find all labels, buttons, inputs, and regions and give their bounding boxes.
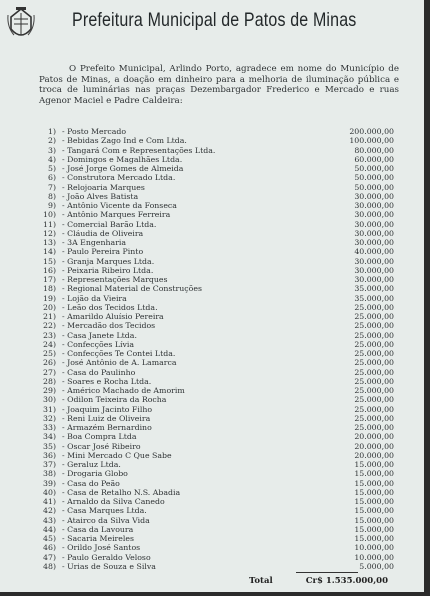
donor-number: 4) bbox=[47, 154, 56, 164]
donor-amount: 15.000,00 bbox=[354, 497, 394, 506]
donor-amount: 100.000,00 bbox=[349, 136, 394, 146]
donor-amount: 25.000,00 bbox=[354, 395, 394, 405]
donor-number: 39) bbox=[43, 478, 56, 488]
total-label: Total bbox=[249, 576, 273, 586]
donor-number: 22) bbox=[43, 321, 56, 331]
donor-amount: 25.000,00 bbox=[354, 367, 394, 377]
donor-number: 17) bbox=[43, 275, 56, 284]
donor-name: - Oscar José Ribeiro bbox=[62, 441, 141, 451]
donor-amount: 20.000,00 bbox=[354, 450, 394, 460]
list-item bbox=[38, 405, 394, 414]
donor-name: - José Antônio de A. Lamarca bbox=[62, 358, 177, 368]
list-item bbox=[38, 469, 394, 478]
donor-number: 31) bbox=[43, 404, 56, 414]
list-item bbox=[38, 414, 394, 423]
donor-name: - Granja Marques Ltda. bbox=[62, 256, 155, 266]
donor-amount: 35.000,00 bbox=[354, 284, 394, 294]
donor-name: - Confecções Te Contei Ltda. bbox=[62, 349, 176, 358]
list-item bbox=[38, 358, 394, 367]
donor-number: 36) bbox=[43, 450, 56, 460]
donor-name: - Antônio Marques Ferreira bbox=[62, 210, 171, 220]
list-item bbox=[38, 201, 394, 210]
donor-name: - Cláudia de Oliveira bbox=[62, 228, 144, 238]
donor-number: 3) bbox=[47, 145, 56, 155]
donor-number: 21) bbox=[43, 312, 56, 321]
donor-name: - Atairco da Silva Vida bbox=[62, 515, 150, 525]
page-title: Prefeitura Municipal de Patos de Minas bbox=[72, 9, 357, 31]
donor-name: - João Alves Batista bbox=[62, 191, 139, 201]
donor-name: - Casa do Paulinho bbox=[62, 367, 136, 377]
donor-name: - Drogaria Globo bbox=[62, 469, 128, 479]
donor-amount: 25.000,00 bbox=[354, 404, 394, 414]
donor-number: 30) bbox=[43, 395, 56, 405]
donor-name: - Reni Luiz de Oliveira bbox=[62, 413, 151, 423]
donor-number: 41) bbox=[43, 497, 56, 506]
donor-number: 42) bbox=[43, 506, 56, 516]
donor-name: - Mini Mercado C Que Sabe bbox=[62, 450, 172, 460]
donor-number: 10) bbox=[43, 210, 56, 220]
donor-number: 46) bbox=[43, 543, 56, 553]
donor-amount: 15.000,00 bbox=[354, 506, 394, 516]
donor-name: - Armazém Bernardino bbox=[62, 423, 152, 432]
donor-name: - Domingos e Magalhães Ltda. bbox=[62, 154, 183, 164]
donor-amount: 15.000,00 bbox=[354, 515, 394, 525]
donor-amount: 5.000,00 bbox=[359, 561, 394, 571]
list-item bbox=[38, 525, 394, 534]
donor-amount: 200.000,00 bbox=[349, 127, 394, 136]
donor-amount: 25.000,00 bbox=[354, 376, 394, 386]
donor-amount: 50.000,00 bbox=[354, 182, 394, 192]
list-item bbox=[38, 479, 394, 488]
list-item bbox=[38, 275, 394, 284]
intro-text: O Prefeito Municipal, Arlindo Porto, agradece em nome do Município de Patos de Minas, a doação em dinheiro para a melhoria de iluminação pública e troca de luminárias nas praças Dezembargador Frederico e Mercado e ruas Agenor Maciel e Padre Caldeira: bbox=[39, 64, 399, 106]
donor-name: - Antônio Vicente da Fonseca bbox=[62, 201, 177, 210]
donor-number: 15) bbox=[43, 256, 56, 266]
donor-number: 28) bbox=[43, 376, 56, 386]
donor-number: 5) bbox=[47, 164, 56, 173]
donor-amount: 30.000,00 bbox=[354, 275, 394, 284]
list-item bbox=[38, 321, 394, 330]
total-amount: Cr$ 1.535.000,00 bbox=[305, 576, 388, 586]
donor-number: 14) bbox=[43, 247, 56, 257]
list-item bbox=[38, 247, 394, 256]
donor-amount: 25.000,00 bbox=[354, 358, 394, 368]
list-item bbox=[38, 432, 394, 441]
donor-name: - Amarildo Aluísio Pereira bbox=[62, 312, 164, 321]
donor-name: - Confecções Lívia bbox=[62, 339, 135, 349]
donor-name: - José Jorge Gomes de Almeida bbox=[62, 164, 184, 173]
list-item bbox=[38, 488, 394, 497]
donor-amount: 80.000,00 bbox=[354, 145, 394, 155]
donor-name: - Sacaria Meireles bbox=[62, 534, 135, 543]
donor-number: 2) bbox=[47, 136, 56, 146]
donor-name: - Boa Compra Ltda bbox=[62, 432, 137, 442]
donor-name: - Bebidas Zago Ind e Com Ltda. bbox=[62, 136, 187, 146]
donor-amount: 20.000,00 bbox=[354, 441, 394, 451]
donor-number: 18) bbox=[43, 284, 56, 294]
donor-number: 23) bbox=[43, 330, 56, 340]
donor-number: 32) bbox=[43, 413, 56, 423]
donor-amount: 50.000,00 bbox=[354, 164, 394, 173]
donor-name: - Arnaldo da Silva Canedo bbox=[62, 497, 165, 506]
list-item bbox=[38, 164, 394, 173]
list-item bbox=[38, 136, 394, 145]
list-item bbox=[38, 257, 394, 266]
list-item bbox=[38, 173, 394, 182]
donor-number: 9) bbox=[47, 201, 56, 210]
donor-name: - Posto Mercado bbox=[62, 127, 127, 136]
donor-number: 26) bbox=[43, 358, 56, 368]
donor-name: - Paulo Geraldo Veloso bbox=[62, 552, 151, 562]
list-item bbox=[38, 331, 394, 340]
list-item bbox=[38, 183, 394, 192]
list-item bbox=[38, 146, 394, 155]
donor-number: 40) bbox=[43, 487, 56, 497]
donor-name: - Lojão da Vieira bbox=[62, 293, 127, 303]
donor-number: 35) bbox=[43, 441, 56, 451]
donor-name: - Urias de Souza e Silva bbox=[62, 561, 156, 571]
donor-number: 20) bbox=[43, 302, 56, 312]
list-item bbox=[38, 220, 394, 229]
list-item bbox=[38, 553, 394, 562]
list-item bbox=[38, 534, 394, 543]
list-item bbox=[38, 368, 394, 377]
donor-name: - Regional Material de Construções bbox=[62, 284, 202, 294]
donor-number: 37) bbox=[43, 460, 56, 469]
donor-amount: 30.000,00 bbox=[354, 191, 394, 201]
donor-number: 1) bbox=[47, 127, 56, 136]
donor-number: 6) bbox=[47, 173, 56, 183]
donor-number: 45) bbox=[43, 534, 56, 543]
donor-amount: 10.000,00 bbox=[354, 543, 394, 553]
donor-list bbox=[38, 127, 394, 571]
donor-amount: 30.000,00 bbox=[354, 219, 394, 229]
donor-amount: 30.000,00 bbox=[354, 238, 394, 247]
donor-amount: 25.000,00 bbox=[354, 413, 394, 423]
donor-number: 24) bbox=[43, 339, 56, 349]
donor-name: - Mercadão dos Tecidos bbox=[62, 321, 156, 331]
donor-name: - Comercial Barão Ltda. bbox=[62, 219, 157, 229]
donor-amount: 10.000,00 bbox=[354, 552, 394, 562]
donor-name: - Casa da Lavoura bbox=[62, 524, 134, 534]
donor-amount: 25.000,00 bbox=[354, 330, 394, 340]
donor-name: - Leão dos Tecidos Ltda. bbox=[62, 302, 158, 312]
list-item bbox=[38, 303, 394, 312]
donor-number: 8) bbox=[47, 191, 56, 201]
donor-amount: 25.000,00 bbox=[354, 423, 394, 432]
list-item bbox=[38, 423, 394, 432]
donor-name: - Paulo Pereira Pinto bbox=[62, 247, 144, 257]
municipal-crest-icon bbox=[6, 5, 36, 43]
donor-name: - Casa de Retalho N.S. Abadia bbox=[62, 487, 181, 497]
donor-number: 16) bbox=[43, 265, 56, 275]
donor-number: 25) bbox=[43, 349, 56, 358]
donor-number: 27) bbox=[43, 367, 56, 377]
list-item bbox=[38, 284, 394, 293]
donor-name: - Geraluz Ltda. bbox=[62, 460, 121, 469]
donor-amount: 15.000,00 bbox=[354, 478, 394, 488]
donor-number: 12) bbox=[43, 228, 56, 238]
donor-amount: 25.000,00 bbox=[354, 302, 394, 312]
list-item bbox=[38, 340, 394, 349]
donor-name: - Construtora Mercado Ltda. bbox=[62, 173, 176, 183]
list-item bbox=[38, 497, 394, 506]
donor-amount: 15.000,00 bbox=[354, 460, 394, 469]
list-item bbox=[38, 266, 394, 275]
donor-name: - Casa do Peão bbox=[62, 478, 120, 488]
donor-number: 33) bbox=[43, 423, 56, 432]
donor-name: - Américo Machado de Amorim bbox=[62, 386, 185, 395]
donor-name: - Casa Marques Ltda. bbox=[62, 506, 147, 516]
donor-number: 19) bbox=[43, 293, 56, 303]
donor-amount: 30.000,00 bbox=[354, 201, 394, 210]
donor-amount: 30.000,00 bbox=[354, 228, 394, 238]
donor-name: - Soares e Rocha Ltda. bbox=[62, 376, 152, 386]
donor-number: 47) bbox=[43, 552, 56, 562]
list-item bbox=[38, 395, 394, 404]
list-item bbox=[38, 210, 394, 219]
list-item bbox=[38, 562, 394, 571]
donor-name: - Peixaria Ribeiro Ltda. bbox=[62, 265, 154, 275]
donor-amount: 15.000,00 bbox=[354, 487, 394, 497]
donor-name: - 3A Engenharia bbox=[62, 238, 127, 247]
list-item bbox=[38, 294, 394, 303]
donor-amount: 25.000,00 bbox=[354, 386, 394, 395]
donor-amount: 30.000,00 bbox=[354, 256, 394, 266]
list-item bbox=[38, 192, 394, 201]
donor-amount: 15.000,00 bbox=[354, 469, 394, 479]
list-item bbox=[38, 238, 394, 247]
donor-amount: 40.000,00 bbox=[354, 247, 394, 257]
donor-amount: 25.000,00 bbox=[354, 312, 394, 321]
list-item bbox=[38, 451, 394, 460]
donor-amount: 20.000,00 bbox=[354, 432, 394, 442]
list-item bbox=[38, 377, 394, 386]
donor-name: - Odilon Teixeira da Rocha bbox=[62, 395, 167, 405]
donor-number: 7) bbox=[47, 182, 56, 192]
donor-name: - Representações Marques bbox=[62, 275, 168, 284]
list-item bbox=[38, 442, 394, 451]
donor-number: 38) bbox=[43, 469, 56, 479]
list-item bbox=[38, 460, 394, 469]
list-item bbox=[38, 386, 394, 395]
donor-amount: 15.000,00 bbox=[354, 534, 394, 543]
list-item bbox=[38, 155, 394, 164]
list-item bbox=[38, 312, 394, 321]
donor-amount: 25.000,00 bbox=[354, 321, 394, 331]
list-item bbox=[38, 127, 394, 136]
donor-number: 11) bbox=[43, 219, 56, 229]
donor-name: - Orildo José Santos bbox=[62, 543, 141, 553]
donor-name: - Joaquim Jacinto Filho bbox=[62, 404, 153, 414]
donor-amount: 60.000,00 bbox=[354, 154, 394, 164]
donor-amount: 25.000,00 bbox=[354, 339, 394, 349]
donor-amount: 50.000,00 bbox=[354, 173, 394, 183]
total-rule bbox=[296, 572, 358, 573]
donor-number: 44) bbox=[43, 524, 56, 534]
donor-amount: 30.000,00 bbox=[354, 210, 394, 220]
donor-number: 29) bbox=[43, 386, 56, 395]
intro-paragraph bbox=[39, 64, 399, 106]
donor-amount: 25.000,00 bbox=[354, 349, 394, 358]
donor-amount: 15.000,00 bbox=[354, 524, 394, 534]
list-item bbox=[38, 516, 394, 525]
donor-number: 13) bbox=[43, 238, 56, 247]
donor-name: - Casa Janete Ltda. bbox=[62, 330, 137, 340]
donor-number: 43) bbox=[43, 515, 56, 525]
list-item bbox=[38, 349, 394, 358]
donor-amount: 30.000,00 bbox=[354, 265, 394, 275]
donor-name: - Tangará Com e Representações Ltda. bbox=[62, 145, 216, 155]
list-item bbox=[38, 543, 394, 552]
list-item bbox=[38, 506, 394, 515]
list-item bbox=[38, 229, 394, 238]
donor-number: 34) bbox=[43, 432, 56, 442]
donor-name: - Relojoaria Marques bbox=[62, 182, 145, 192]
donor-amount: 35.000,00 bbox=[354, 293, 394, 303]
donor-number: 48) bbox=[43, 561, 56, 571]
